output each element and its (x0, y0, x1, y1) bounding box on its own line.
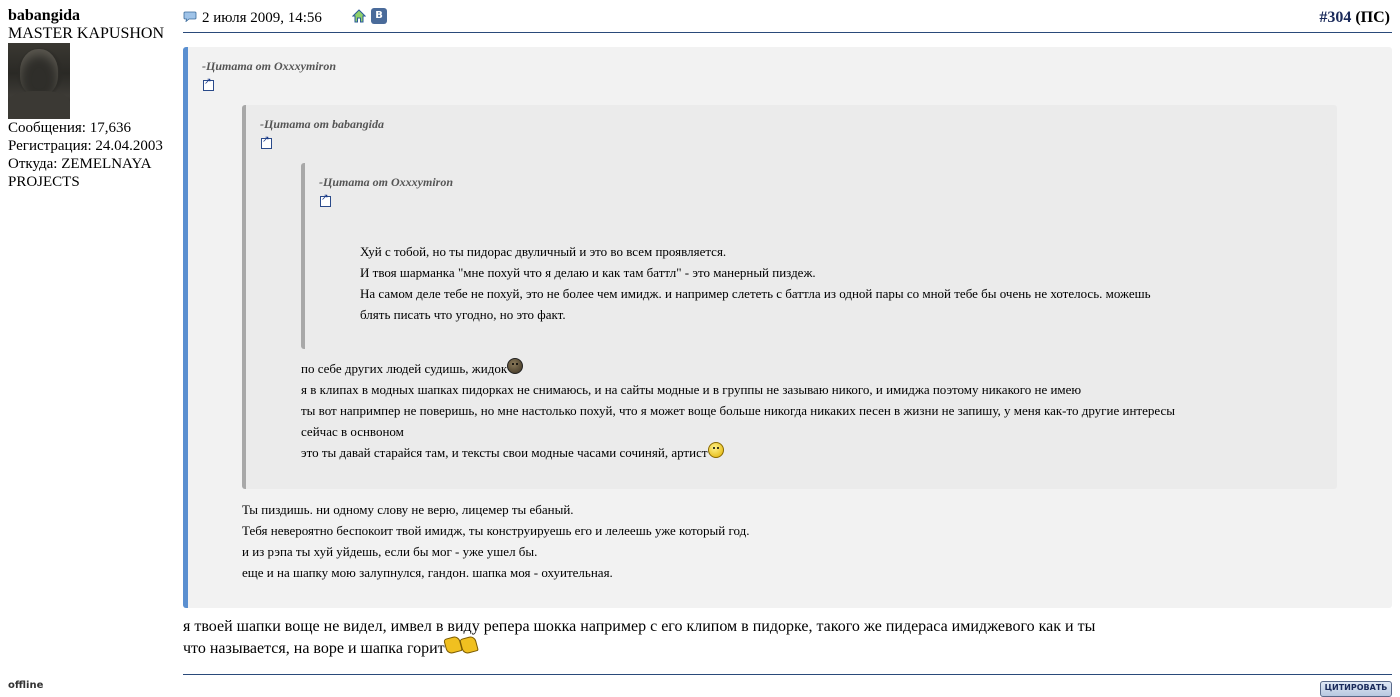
vk-icon[interactable]: В (371, 8, 387, 24)
quote-oxxxymiron-outer (183, 47, 1392, 608)
quote-line: блять писать что угодно, но это факт. (360, 307, 566, 322)
quote-line: Тебя невероятно беспокоит твой имидж, ты конструируешь его и лелеешь уже который год. (242, 523, 750, 538)
post-line: я твоей шапки воще не видел, имвел в виду репера шокка например с его клипом в пидорке, такого же пидераса имиджевого как и ты (183, 618, 1096, 635)
post-date: 2 июля 2009, 14:56 (202, 10, 322, 26)
user-title: MASTER KAPUSHON (8, 25, 165, 42)
quote-line: сейчас в оснвоном (301, 424, 404, 439)
quote-line: Хуй с тобой, но ты пидорас двуличный и это во всем проявляется. (360, 244, 727, 259)
smile-icon (507, 358, 523, 374)
home-icon[interactable] (352, 9, 366, 23)
post-line-with-icon (183, 637, 1383, 659)
quote-header: -Цитата от Oxxxymiron (319, 175, 454, 189)
quote-link-icon[interactable] (320, 196, 331, 207)
user-location: Откуда: ZEMELNAYA (8, 156, 152, 172)
quote-line: по себе других людей судишь, жидок (301, 361, 508, 376)
post-number[interactable] (1319, 9, 1390, 27)
quote-body (242, 499, 1342, 583)
quote-oxxxymiron-inner (301, 163, 1327, 349)
avatar[interactable] (8, 43, 70, 119)
quote-header: -Цитата от Oxxxymiron (202, 59, 337, 73)
user-info-panel (8, 7, 180, 191)
username-link[interactable]: babangida (8, 7, 81, 24)
quote-line-with-smile (301, 442, 1331, 463)
quote-line: ты вот напримпер не поверишь, но мне настолько похуй, что я может воще больше никогда никаких песен в жизни не запишу, у меня как-то другие интересы (301, 403, 1175, 418)
post-footer-divider (183, 674, 1392, 675)
quote-line: я в клипах в модных шапках пидорках не снимаюсь, и на сайты модные и в группы не зазываю никого, и имиджа поэтому никакого не имею (301, 382, 1082, 397)
quote-line: и из рэпа ты хуй уйдешь, если бы мог - уже ушел бы. (242, 544, 538, 559)
quote-line: еще и на шапку мою залупнулся, гандон. шапка моя - охуительная. (242, 565, 613, 580)
quote-line-with-smile (301, 358, 1331, 379)
post-number-link[interactable]: #304 (1319, 9, 1352, 26)
quote-line: И твоя шарманка "мне похуй что я делаю и как там баттл" - это манерный пиздеж. (360, 265, 816, 280)
user-location-cont: PROJECTS (8, 174, 80, 190)
quote-line: это ты давай старайся там, и тексты свои модные часами сочиняй, артист (301, 445, 708, 460)
thumbs-up-icon (459, 635, 479, 655)
quote-body (360, 241, 1320, 325)
quote-babangida (242, 105, 1337, 489)
post-icon (183, 11, 197, 22)
thumbs-up-icon (443, 635, 463, 655)
quote-line: На самом деле тебе не похуй, это не более чем имидж. и например слететь с баттла из одной пары со мной тебе бы очень не хотелось. можешь (360, 286, 1151, 301)
laugh-icon (708, 442, 724, 458)
quote-link-icon[interactable] (261, 138, 272, 149)
quote-button[interactable]: ЦИТИРОВАТЬ (1320, 681, 1392, 697)
offline-status: offline (8, 680, 44, 691)
post-body (183, 617, 1383, 659)
quote-line: Ты пиздишь. ни одному слову не верю, лицемер ты ебаный. (242, 502, 574, 517)
post-number-suffix: (ПС) (1351, 9, 1390, 26)
posts-count: Сообщения: 17,636 (8, 120, 131, 136)
quote-link-icon[interactable] (203, 80, 214, 91)
quote-header: -Цитата от babangida (260, 117, 385, 131)
quote-body (301, 358, 1331, 463)
post-line: что называется, на воре и шапка горит (183, 640, 445, 657)
registration-date: Регистрация: 24.04.2003 (8, 138, 163, 154)
post-header (183, 8, 1392, 33)
